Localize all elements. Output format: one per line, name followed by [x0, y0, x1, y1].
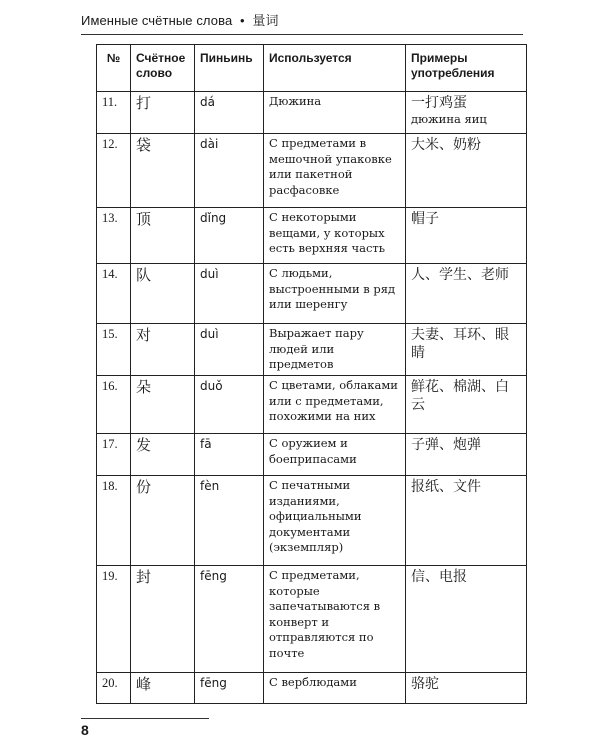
counter-words-table [96, 44, 527, 704]
table-row [97, 375, 527, 433]
table-row [97, 324, 527, 376]
footer-rule [81, 718, 209, 719]
examples: 报纸、文件 [406, 475, 527, 565]
table-row [97, 92, 527, 134]
examples-cell [406, 92, 527, 134]
table-row [97, 565, 527, 672]
row-number: 11. [97, 92, 131, 134]
counter-word: 顶 [131, 208, 195, 264]
row-number: 13. [97, 208, 131, 264]
page-number: 8 [81, 722, 89, 738]
usage: Дюжина [264, 92, 406, 134]
table-row [97, 475, 527, 565]
pinyin: duì [195, 324, 264, 376]
row-number: 18. [97, 475, 131, 565]
examples: 帽子 [406, 208, 527, 264]
pinyin: fēng [195, 672, 264, 703]
table-row [97, 672, 527, 703]
row-number: 19. [97, 565, 131, 672]
pinyin: fā [195, 433, 264, 475]
row-number: 12. [97, 134, 131, 208]
usage: С предметами в мешочной упаковке или пакетной расфасовке [264, 134, 406, 208]
pinyin: dài [195, 134, 264, 208]
table-header-row [97, 45, 527, 92]
counter-word: 峰 [131, 672, 195, 703]
counter-word: 队 [131, 264, 195, 324]
pinyin: duì [195, 264, 264, 324]
pinyin: dá [195, 92, 264, 134]
row-number: 17. [97, 433, 131, 475]
examples: 大米、奶粉 [406, 134, 527, 208]
usage: С людьми, выстроенными в ряд или шеренгу [264, 264, 406, 324]
usage: С оружием и боеприпасами [264, 433, 406, 475]
table-row [97, 208, 527, 264]
examples: 骆驼 [406, 672, 527, 703]
header-title-chinese: 量词 [252, 13, 279, 28]
column-header-pinyin: Пиньинь [195, 45, 264, 92]
running-header [81, 10, 523, 29]
usage: С печатными изданиями, официальными документами (экземпляр) [264, 475, 406, 565]
examples: 人、学生、老师 [406, 264, 527, 324]
examples-translation: дюжина яиц [411, 112, 487, 127]
header-bullet: • [240, 13, 245, 28]
column-header-counter-word: Счётное слово [131, 45, 195, 92]
pinyin: duǒ [195, 375, 264, 433]
examples: 一打鸡蛋 [411, 95, 467, 111]
examples: 子弹、炮弹 [406, 433, 527, 475]
column-header-number: № [97, 45, 131, 92]
counter-word: 打 [131, 92, 195, 134]
usage: С цветами, облаками или с предметами, похожими на них [264, 375, 406, 433]
column-header-usage: Используется [264, 45, 406, 92]
table-row [97, 134, 527, 208]
row-number: 20. [97, 672, 131, 703]
pinyin: fēng [195, 565, 264, 672]
counter-word: 袋 [131, 134, 195, 208]
pinyin: dǐng [195, 208, 264, 264]
row-number: 15. [97, 324, 131, 376]
usage: С некоторыми вещами, у которых есть верхняя часть [264, 208, 406, 264]
column-header-examples: Примеры употребления [406, 45, 527, 92]
counter-word: 朵 [131, 375, 195, 433]
usage: Выражает пару людей или предметов [264, 324, 406, 376]
header-title: Именные счётные слова [81, 13, 233, 28]
counter-word: 份 [131, 475, 195, 565]
counter-word: 发 [131, 433, 195, 475]
examples: 夫妻、耳环、眼睛 [406, 324, 527, 376]
usage: С верблюдами [264, 672, 406, 703]
pinyin: fèn [195, 475, 264, 565]
row-number: 16. [97, 375, 131, 433]
table-row [97, 433, 527, 475]
examples: 信、电报 [406, 565, 527, 672]
table-row [97, 264, 527, 324]
examples: 鲜花、棉湖、白云 [406, 375, 527, 433]
counter-word: 封 [131, 565, 195, 672]
counter-word: 对 [131, 324, 195, 376]
usage: С предметами, которые запечатываются в конверт и отправляются по почте [264, 565, 406, 672]
header-rule [81, 34, 523, 35]
row-number: 14. [97, 264, 131, 324]
